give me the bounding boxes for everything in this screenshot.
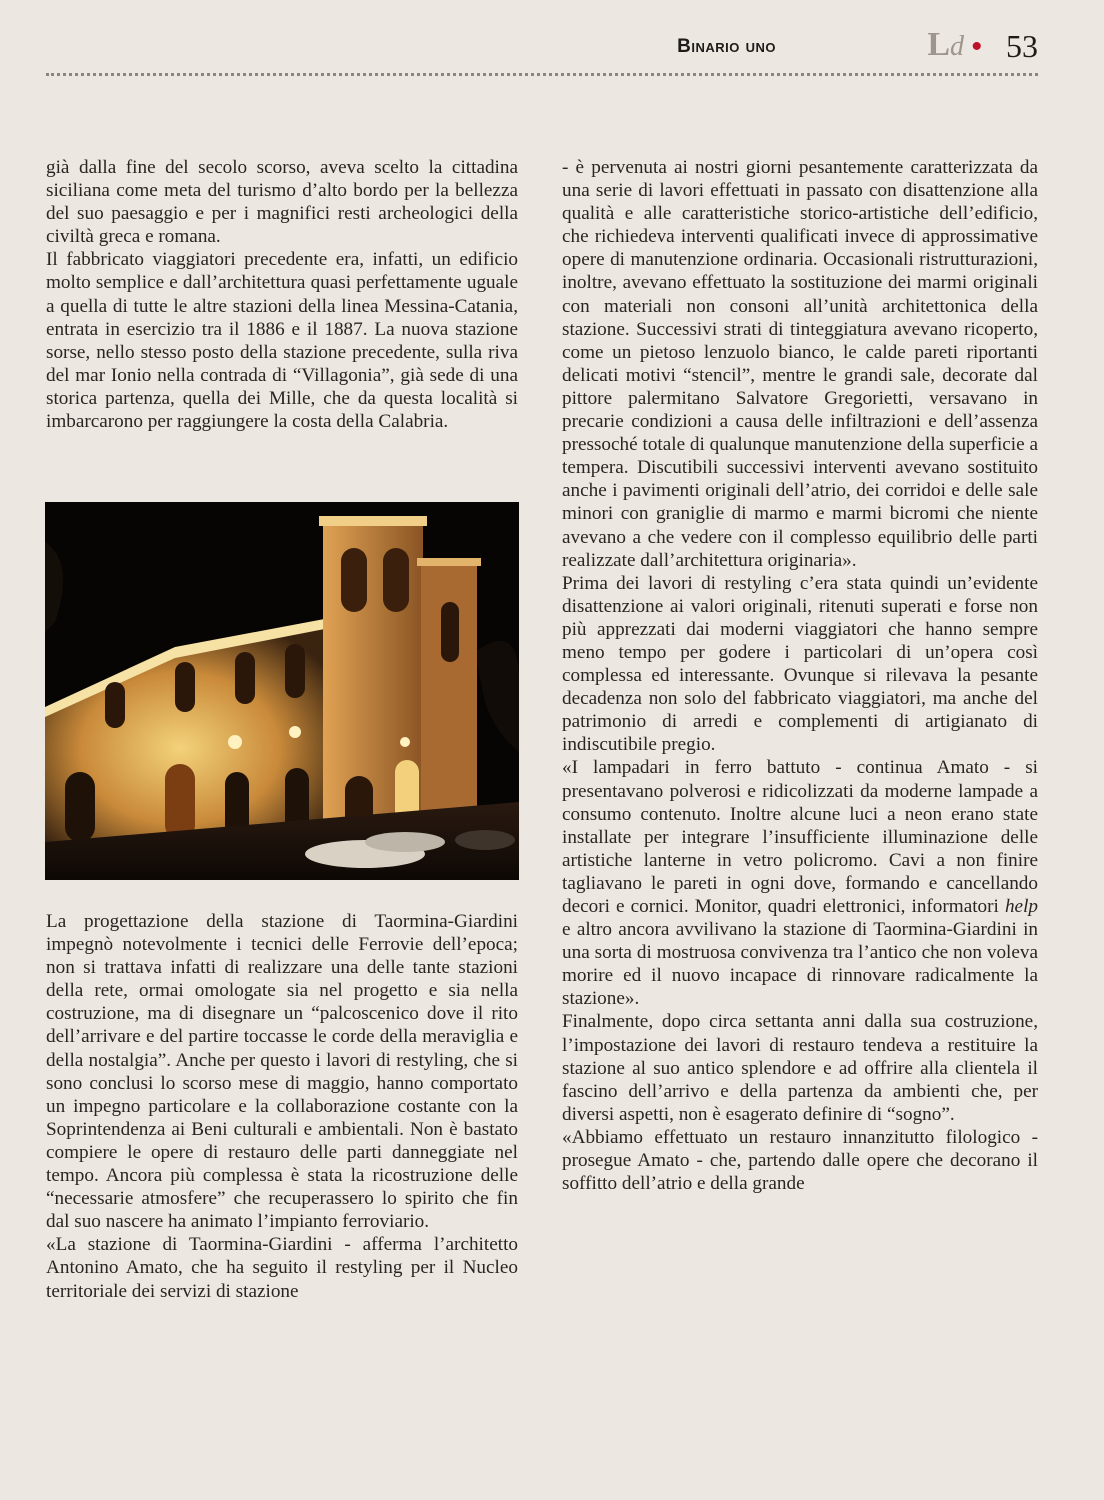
station-night-photo (45, 502, 519, 880)
paragraph: «La stazione di Taormina-Giardini - afferma l’architetto Antonino Amato, che ha seguito il restyling per il Nucleo territoriale dei servizi di stazione (46, 1234, 518, 1302)
bullet-icon: • (971, 30, 982, 63)
right-column (562, 156, 1038, 1195)
magazine-logo: Ld (927, 26, 964, 63)
text-run: e altro ancora avvilivano la stazione di Taormina-Giardini in una sorta di mostruosa convivenza tra l’antico che non voleva morire ed il nuovo incapace di rinnovare radicalmente la stazione». (562, 919, 1038, 1010)
paragraph: - è pervenuta ai nostri giorni pesantemente caratterizzata da una serie di lavori effettuati in passato con disattenzione alla qualità e alle caratteristiche storico-artistiche dell’edificio, che richiedeva interventi qualificati invece di approssimative opere di manutenzione ordinaria. Occasionali ristrutturazioni, inoltre, avevano effettuato la sostituzione dei marmi originali con materiali non consoni all’unità architettonica della stazione. Successivi strati di tinteggiatura avevano ricoperto, come un pietoso lenzuolo bianco, le calde pareti riportanti delicati motivi “stencil”, mentre le grandi sale, decorate dal pittore palermitano Salvatore Gregorietti, versavano in precarie condizioni a causa delle infiltrazioni e dell’assenza pressoché totale di qualunque manutenzione della superficie a tempera. Discutibili successivi interventi avevano sostituito anche i pavimenti originali dell’atrio, dei corridoi e delle sale minori con graniglie di marmo e marmi bicromi che niente avevano a che vedere con il complesso equilibrio delle parti realizzate dall’architettura originaria». (562, 157, 1038, 571)
page-number: 53 (1006, 28, 1038, 64)
paragraph: già dalla fine del secolo scorso, aveva scelto la cittadina siciliana come meta del turismo d’alto bordo per la bellezza del suo paesaggio e per i magnifici resti archeologici della civiltà greca e romana. (46, 157, 518, 248)
paragraph (562, 756, 1038, 1010)
italic-term: help (1004, 896, 1038, 917)
text-run: «I lampadari in ferro battuto - continua Amato - si presentavano polverosi e ridicolizzati da moderne lampade a consumo contenuto. Inoltre alcune luci a neon erano state installate per integrare l’insufficiente illuminazione delle artistiche lanterne in vetro policromo. Cavi a non finire tagliavano le pareti in ogni dove, formando e cancellando decori e cornici. Monitor, quadri elettronici, informatori (562, 757, 1038, 917)
paragraph: Il fabbricato viaggiatori precedente era, infatti, un edificio molto semplice e dall’architettura quasi perfettamente uguale a quella di tutte le altre stazioni della linea Messina-Catania, entrata in esercizio tra il 1886 e il 1887. La nuova stazione sorse, nello stesso posto della stazione precedente, sulla riva del mar Ionio nella contrada di “Villagonia”, già sede di una storica partenza, quella dei Mille, che da questa località si imbarcarono per raggiungere la costa della Calabria. (46, 249, 518, 433)
dotted-rule (46, 73, 1038, 76)
left-column-bottom (46, 910, 518, 1303)
paragraph: «Abbiamo effettuato un restauro innanzitutto filologico - prosegue Amato - che, partendo dalle opere che decorano il soffitto dell’atrio e della grande (562, 1126, 1038, 1195)
section-title: Binario uno (677, 36, 776, 57)
page-header (46, 28, 1038, 68)
paragraph: La progettazione della stazione di Taormina-Giardini impegnò notevolmente i tecnici delle Ferrovie dell’epoca; non si trattava infatti di realizzare una delle tante stazioni della rete, ormai omologate sia nel progetto e sia nella costruzione, ma di disegnare un “palcoscenico dove il rito dell’arrivare e del partire toccasse le corde della meraviglia e della nostalgia”. Anche per questo i lavori di restyling, che si sono conclusi lo scorso mese di maggio, hanno comportato un impegno particolare e la collaborazione costante con la Soprintendenza ai Beni culturali e ambientali. Non è bastato compiere le opere di restauro delle parti danneggiate nel tempo. Ancora più complessa è stata la ricostruzione delle “necessarie atmosfere” che recuperassero lo spirito che fin dal suo nascere ha animato l’impianto ferroviario. (46, 911, 518, 1233)
left-column-top (46, 156, 518, 433)
paragraph: Prima dei lavori di restyling c’era stata quindi un’evidente disattenzione ai valori originali, ritenuti superati e forse non più apprezzati dai moderni viaggiatori che hanno sempre meno tempo per godere i particolari di un’opera così complessa ed interessante. Ovunque si rilevava la pesante decadenza non solo del fabbricato viaggiatori, ma anche del patrimonio di arredi e complementi di artigianato di indiscutibile pregio. (562, 572, 1038, 756)
paragraph: Finalmente, dopo circa settanta anni dalla sua costruzione, l’impostazione dei lavori di restauro tendeva a restituire la stazione al suo antico splendore e ad offrire alla clientela il fascino dell’arrivo e della partenza da ambienti che, per diversi aspetti, non è esagerato definire di “sogno”. (562, 1011, 1038, 1125)
